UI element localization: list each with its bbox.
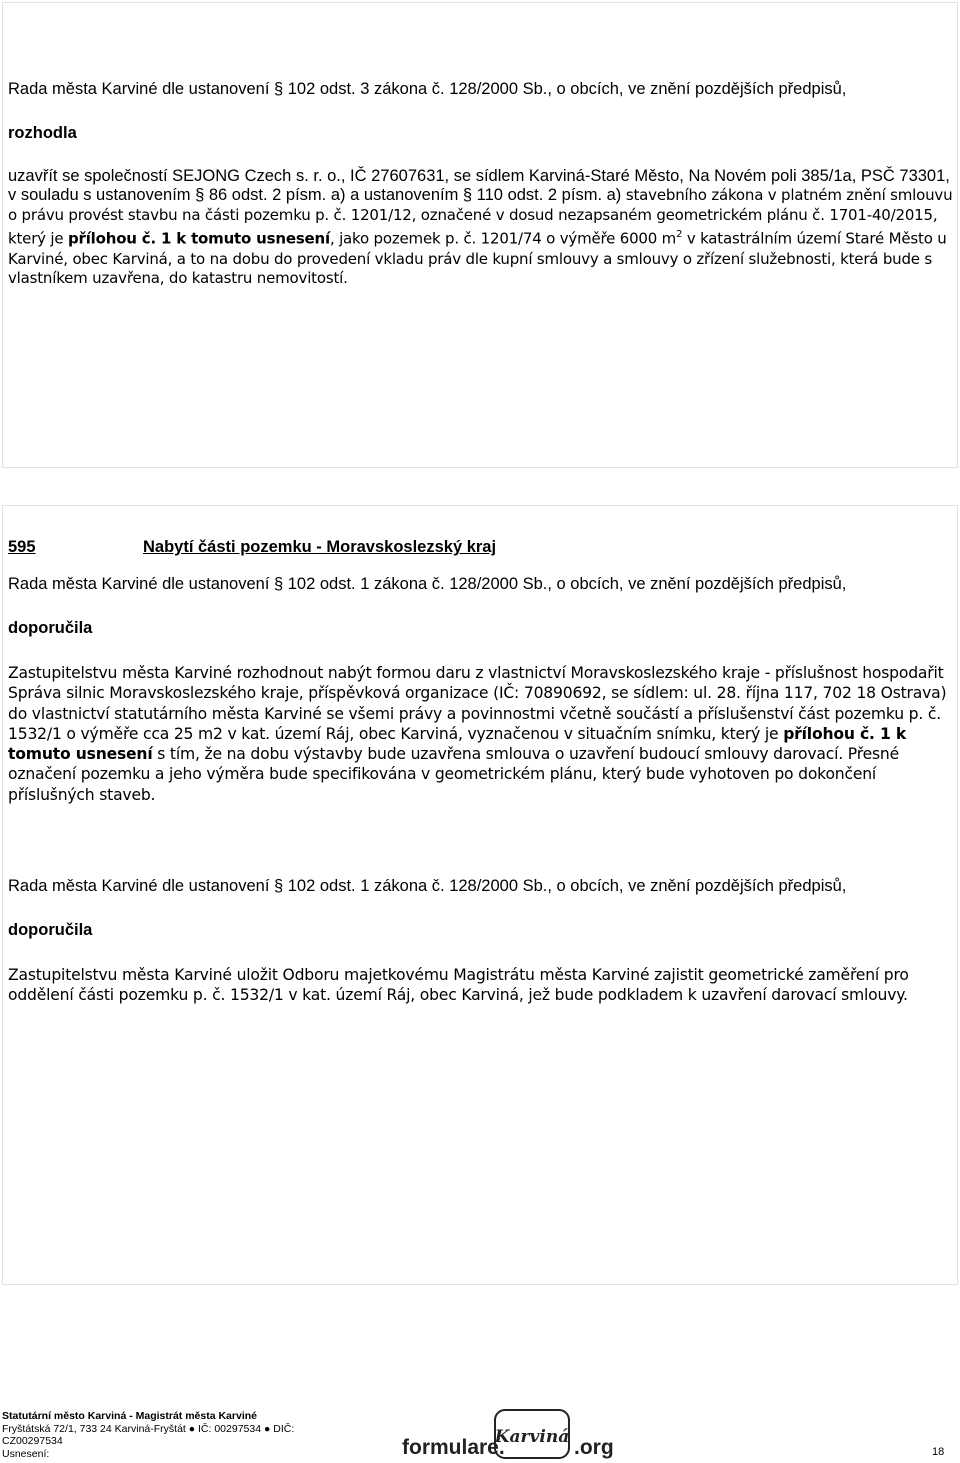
block1-superscript: 2	[676, 229, 683, 241]
block1-verb: rozhodla	[8, 124, 77, 142]
block2-text-b: s tím, že na dobu výstavby bude uzavřena smlouva o uzavření budoucí smlouvy darovací. Přesné označení pozemku a jeho výměra bude specifikována v geometrickém plánu, který bude vyhotoven po dokončení příslušných staveb.	[8, 745, 899, 804]
footer-address: Fryštátská 72/1, 733 24 Karviná-Fryštát ● IČ: 00297534 ● DIČ:	[2, 1422, 295, 1435]
block2-text-a: Zastupitelstvu města Karviné rozhodnout nabýt formou daru z vlastnictví Moravskoslezského kraje - příslušnost hospodařit Správa silnic Moravskoslezského kraje, příspěvková organizace (IČ: 70890692, se sídlem: ul. 28. října 117, 702 18 Ostrava) do vlastnictví statutárního města Karviné se všemi právy a povinnostmi včetně součástí a příslušenství část pozemku p. č. 1532/1 o výměře cca 25 m2 v kat. území Ráj, obec Karviná, vyznačenou v situačním snímku, který je	[8, 664, 947, 743]
logo-mid-text: Karviná	[494, 1427, 570, 1447]
footer-label: Usnesení:	[2, 1447, 50, 1460]
logo-right-text: .org	[574, 1436, 614, 1459]
block3-intro: Rada města Karviné dle ustanovení § 102 odst. 1 zákona č. 128/2000 Sb., o obcích, ve znění pozdějších předpisů,	[8, 877, 847, 895]
block1-attachment-ref: přílohou č. 1 k tomuto usnesení	[68, 229, 330, 248]
block1-text-a: uzavřít se společností SEJONG Czech s. r. o., IČ 27607631, se sídlem Karviná-Staré Město, Na Novém poli 385/1a, PSČ 73301, v souladu s ustanovením § 86 odst. 2 písm. a) a ustanovením § 110 odst. 2 písm. a)	[8, 167, 950, 204]
block3-verb: doporučila	[8, 921, 93, 939]
item-number: 595	[8, 538, 36, 556]
footer-info	[2, 1410, 294, 1460]
block1-text-b-end: , jako pozemek p. č. 1201/74 o výměře 6000 m	[329, 229, 677, 248]
item-title: Nabytí části pozemku - Moravskoslezský kraj	[143, 538, 497, 556]
block3-text: Zastupitelstvu města Karviné uložit Odboru majetkovému Magistrátu města Karviné zajistit geometrické zaměření pro oddělení části pozemku p. č. 1532/1 v kat. území Ráj, obec Karviná, jež bude podkladem k uzavření darovací smlouvy.	[8, 966, 909, 1005]
block1-text	[8, 167, 953, 289]
logo-left-text: formulare.	[402, 1436, 505, 1459]
footer-org: Statutární město Karviná - Magistrát města Karviné	[2, 1410, 257, 1422]
block2-verb: doporučila	[8, 619, 93, 637]
formulare-logo	[402, 1408, 622, 1460]
block2-attachment-ref: přílohou č. 1 k tomuto usnesení	[8, 724, 907, 764]
block1-text-b: stavebního zákona v platném znění smlouvu o právu provést stavbu na části pozemku p. č. 1201/12, označené v dosud nezapsaném geometrickém plánu č. 1701-40/2015, který je	[8, 186, 953, 248]
footer-dic: CZ00297534	[2, 1435, 63, 1447]
block1-text-c: v katastrálním území Staré Město u Karviné, obec Karviná, a to na dobu do provedení vkladu práv dle kupní smlouvy a smlouvy o zřízení služebnosti, která bude s vlastníkem uzavřena, do katastru nemovitostí.	[8, 229, 947, 288]
block2-intro: Rada města Karviné dle ustanovení § 102 odst. 1 zákona č. 128/2000 Sb., o obcích, ve znění pozdějších předpisů,	[8, 575, 847, 593]
block2-text	[8, 663, 953, 805]
page-number: 18	[932, 1446, 945, 1458]
block1-intro: Rada města Karviné dle ustanovení § 102 odst. 3 zákona č. 128/2000 Sb., o obcích, ve znění pozdějších předpisů,	[8, 80, 847, 98]
